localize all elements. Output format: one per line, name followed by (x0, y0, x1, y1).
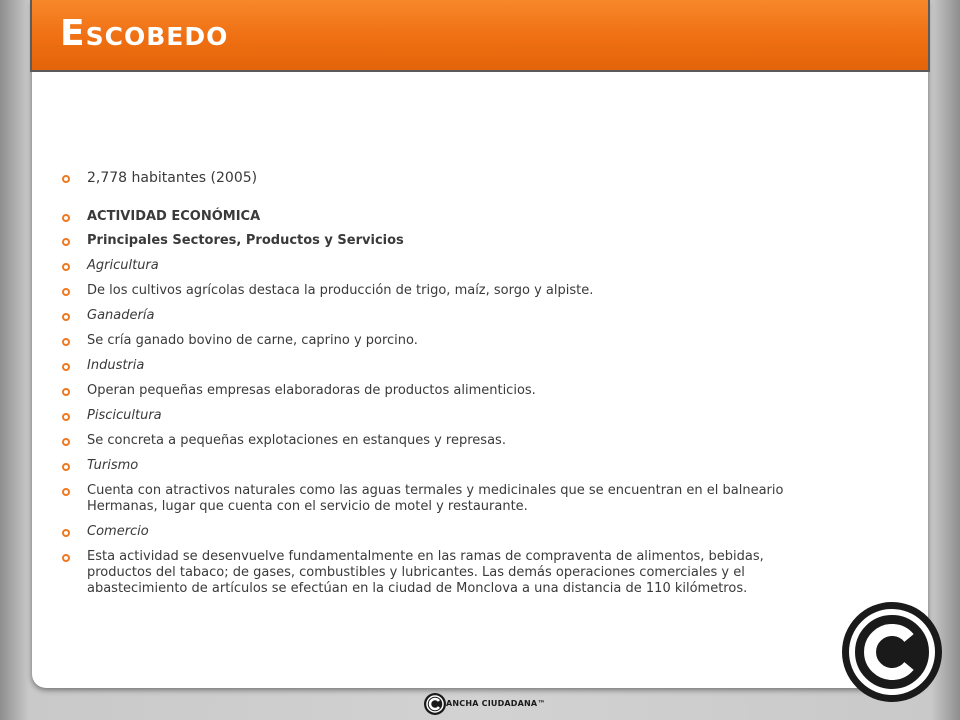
ring-bullet-icon (62, 313, 70, 321)
bullet-text: Turismo (87, 458, 139, 473)
ring-bullet-icon (62, 529, 70, 537)
ring-bullet-icon (62, 214, 70, 222)
ring-bullet-icon (62, 463, 70, 471)
bullet-agricultura-desc (62, 283, 822, 299)
title-bar (30, 0, 930, 72)
ring-bullet-icon (62, 263, 70, 271)
bullet-text: Piscicultura (87, 408, 162, 423)
copyright-c-logo-icon (842, 602, 942, 702)
bullet-text: Industria (87, 358, 145, 373)
bullet-text: Operan pequeñas empresas elaboradoras de productos alimenticios. (87, 383, 536, 398)
bullet-text: Cuenta con atractivos naturales como las aguas termales y medicinales que se encuentran en el balneario Hermanas, lugar que cuenta con el servicio de motel y restaurante. (87, 483, 784, 514)
ring-bullet-icon (62, 363, 70, 371)
slide-title: Escobedo (60, 13, 229, 54)
bullet-turismo (62, 458, 822, 474)
bullet-text: Comercio (87, 524, 149, 539)
ring-bullet-icon (62, 438, 70, 446)
bullet-comercio-desc (62, 549, 822, 597)
bullet-text: Agricultura (87, 258, 159, 273)
bullet-population (62, 170, 822, 187)
brand-logo-icon (424, 693, 446, 715)
bullet-heading-sectors (62, 233, 822, 249)
bullet-heading-economic-activity (62, 209, 822, 225)
bullet-list (62, 170, 822, 597)
ring-bullet-icon (62, 338, 70, 346)
bullet-industria-desc (62, 383, 822, 399)
bullet-text: 2,778 habitantes (2005) (87, 170, 258, 186)
bullet-text: Se concreta a pequeñas explotaciones en estanques y represas. (87, 433, 506, 448)
bullet-comercio (62, 524, 822, 540)
bullet-text: Esta actividad se desenvuelve fundamentalmente en las ramas de compraventa de alimentos, bebidas, productos del tabaco; de gases, combustibles y lubricantes. Las demás operaciones comerciales y el abastecimiento de artículos se efectúan en la ciudad de Monclova a una distancia de 110 kilómetros. (87, 549, 764, 596)
bullet-text: Principales Sectores, Productos y Servicios (87, 233, 404, 248)
ring-bullet-icon (62, 554, 70, 562)
brand-logo-text: ANCHA CIUDADANA™ (446, 699, 546, 708)
bullet-ganaderia (62, 308, 822, 324)
bullet-industria (62, 358, 822, 374)
ring-bullet-icon (62, 413, 70, 421)
ring-bullet-icon (62, 238, 70, 246)
bullet-text: Ganadería (87, 308, 155, 323)
ring-bullet-icon (62, 175, 70, 183)
ring-bullet-icon (62, 288, 70, 296)
ring-bullet-icon (62, 388, 70, 396)
bullet-piscicultura (62, 408, 822, 424)
bullet-ganaderia-desc (62, 333, 822, 349)
bullet-text: ACTIVIDAD ECONÓMICA (87, 209, 261, 224)
bullet-piscicultura-desc (62, 433, 822, 449)
bullet-text: Se cría ganado bovino de carne, caprino y porcino. (87, 333, 418, 348)
ring-bullet-icon (62, 488, 70, 496)
bullet-turismo-desc (62, 483, 822, 515)
bullet-text: De los cultivos agrícolas destaca la producción de trigo, maíz, sorgo y alpiste. (87, 283, 594, 298)
bullet-agricultura (62, 258, 822, 274)
